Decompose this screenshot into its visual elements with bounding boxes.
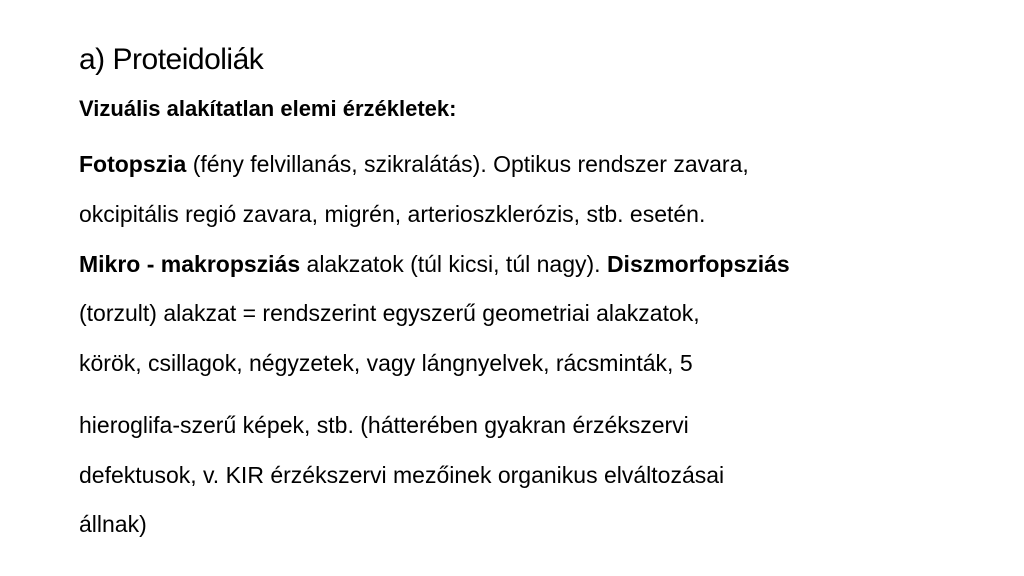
body-line — [79, 508, 147, 540]
line-text: (torzult) alakzat = rendszerint egyszerű geometriai alakzatok, — [79, 300, 700, 326]
body-line — [79, 248, 790, 280]
term-mikro-makropszias: Mikro - makropsziás — [79, 251, 301, 277]
line-text: (fény felvillanás, szikralátás). Optikus rendszer zavara, — [186, 151, 749, 177]
term-diszmorfopszias: Diszmorfopsziás — [606, 251, 790, 277]
term-fotopszia: Fotopszia — [79, 151, 187, 177]
body-line — [79, 297, 700, 329]
line-text: hieroglifa-szerű képek, stb. (hátterében gyakran érzékszervi — [79, 412, 689, 438]
line-text: alakzatok (túl kicsi, túl nagy). — [300, 251, 607, 277]
slide-subtitle: Vizuális alakítatlan elemi érzékletek: — [79, 96, 457, 121]
body-line — [79, 347, 693, 379]
slide-title: a) Proteidoliák — [79, 43, 264, 76]
body-line — [79, 409, 689, 441]
line-text: állnak) — [79, 511, 147, 537]
line-text: körök, csillagok, négyzetek, vagy lángnyelvek, rácsminták, 5 — [79, 350, 693, 376]
body-line — [79, 198, 705, 230]
line-text: okcipitális regió zavara, migrén, arterioszklerózis, stb. esetén. — [79, 201, 706, 227]
body-line — [79, 459, 724, 491]
line-text: defektusok, v. KIR érzékszervi mezőinek organikus elváltozásai — [79, 462, 725, 488]
body-line — [79, 148, 749, 180]
